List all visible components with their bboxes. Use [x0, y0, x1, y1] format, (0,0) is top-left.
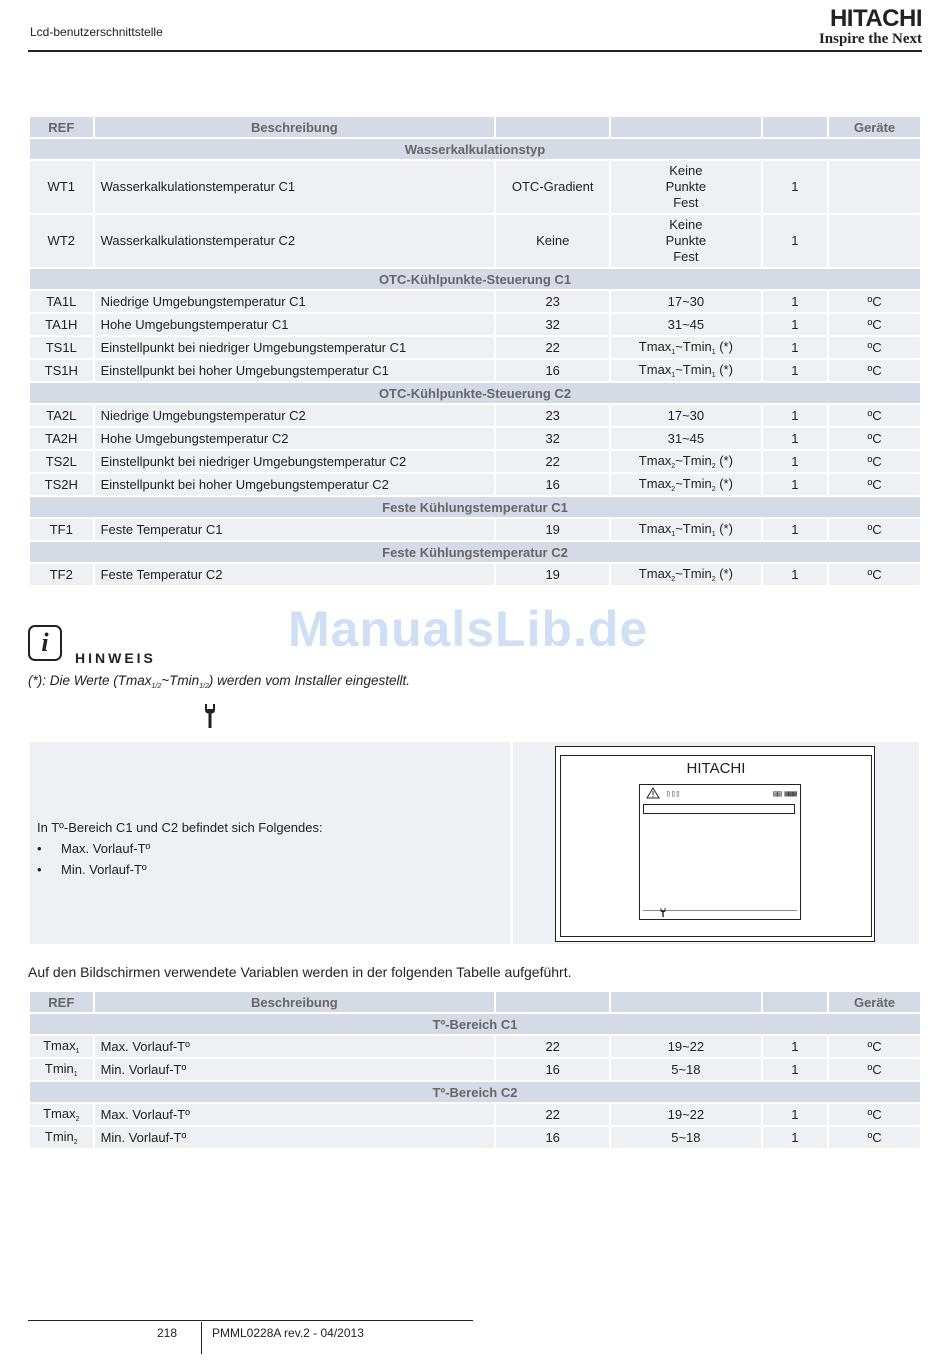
cell-step: 1	[763, 291, 828, 312]
device-illustration-panel	[513, 742, 919, 944]
ref-text: Tmax	[43, 1106, 76, 1121]
wrench-icon	[203, 703, 217, 732]
ref-sub: 1	[73, 1071, 78, 1078]
range-sub: 1	[671, 349, 676, 356]
table-row	[30, 1036, 920, 1057]
cell-ref: TS2H	[30, 474, 93, 495]
note-part: (*): Die Werte (Tmax	[28, 673, 152, 688]
table-row	[30, 1127, 920, 1148]
section-title: OTC-Kühlpunkte-Steuerung C2	[30, 383, 920, 403]
range-part: (*)	[715, 521, 733, 536]
ref-sub: 2	[73, 1139, 78, 1146]
cell-desc: Niedrige Umgebungstemperatur C2	[95, 405, 495, 426]
range-part: ~Tmin	[675, 521, 712, 536]
range-sub: 2	[711, 463, 716, 470]
cell-range: 19~22	[611, 1104, 760, 1125]
note-title: HINWEIS	[75, 650, 156, 666]
col-default	[496, 117, 609, 137]
note-part: ~Tmin	[161, 673, 200, 688]
cell-default: OTC-Gradient	[496, 161, 609, 213]
cell-step: 1	[763, 519, 828, 540]
cell-step: 1	[763, 314, 828, 335]
range-part: ~Tmin	[675, 476, 712, 491]
cell-step: 1	[763, 1127, 828, 1148]
range-part: ~Tmin	[675, 362, 712, 377]
range-sub: 1	[671, 372, 676, 379]
wrench-small-icon	[660, 908, 666, 919]
cell-desc: Hohe Umgebungstemperatur C1	[95, 314, 495, 335]
device-brand: HITACHI	[686, 760, 746, 777]
cell-default: 16	[496, 360, 609, 381]
table-row	[30, 161, 920, 213]
ref-sub: 2	[75, 1116, 80, 1123]
footer-separator	[201, 1322, 202, 1354]
section-row	[30, 542, 920, 562]
cell-range	[611, 360, 760, 381]
panel-text	[37, 817, 323, 880]
note-sub: 1/2	[199, 683, 209, 690]
cell-desc: Einstellpunkt bei hoher Umgebungstemperatur C1	[95, 360, 495, 381]
cell-default: 19	[496, 564, 609, 585]
note-sub: 1/2	[151, 683, 162, 690]
range-line: Keine	[669, 163, 703, 178]
range-sub: 1	[711, 372, 716, 379]
range-part: Tmax	[638, 566, 672, 581]
col-range	[611, 992, 760, 1012]
col-step	[763, 117, 828, 137]
cell-step: 1	[763, 1059, 828, 1080]
cell-ref: TF2	[30, 564, 93, 585]
cell-ref	[30, 1127, 93, 1148]
section-row	[30, 497, 920, 517]
table-header-row	[30, 992, 920, 1012]
cell-unit: ºC	[829, 1036, 920, 1057]
cell-step: 1	[763, 337, 828, 358]
range-part: Tmax	[638, 521, 672, 536]
section-row	[30, 1082, 920, 1102]
table-header-row	[30, 117, 920, 137]
range-part: Tmax	[638, 453, 672, 468]
range-part: (*)	[715, 362, 733, 377]
screen-bar	[643, 804, 795, 814]
cell-range	[611, 519, 760, 540]
cell-default: 16	[496, 474, 609, 495]
tagline-text: Inspire the Next	[818, 31, 922, 47]
section-title: OTC-Kühlpunkte-Steuerung C1	[30, 269, 920, 289]
section-row	[30, 139, 920, 159]
cell-desc: Feste Temperatur C1	[95, 519, 495, 540]
range-line: Punkte	[665, 179, 707, 194]
section-title: Feste Kühlungstemperatur C1	[30, 497, 920, 517]
cell-unit: ºC	[829, 337, 920, 358]
watermark: ManualsLib.de	[288, 601, 649, 657]
cell-desc: Hohe Umgebungstemperatur C2	[95, 428, 495, 449]
section-title: Tº-Bereich C2	[30, 1082, 920, 1102]
device-frame	[560, 755, 872, 937]
cell-unit: ºC	[829, 360, 920, 381]
table-row	[30, 451, 920, 472]
cell-unit: ºC	[829, 519, 920, 540]
cell-unit: ºC	[829, 1104, 920, 1125]
cell-default: 22	[496, 337, 609, 358]
table-row	[30, 519, 920, 540]
info-icon: i	[28, 625, 62, 661]
cell-unit: ºC	[829, 405, 920, 426]
cell-ref: TA2H	[30, 428, 93, 449]
cell-range: 19~22	[611, 1036, 760, 1057]
cell-desc: Einstellpunkt bei niedriger Umgebungstemperatur C2	[95, 451, 495, 472]
range-line: Fest	[673, 249, 699, 264]
section-row	[30, 269, 920, 289]
hitachi-logo	[819, 6, 922, 46]
ref-text: Tmax	[43, 1038, 76, 1053]
range-part: Tmax	[638, 476, 672, 491]
range-sub: 2	[671, 486, 676, 493]
cell-desc: Einstellpunkt bei niedriger Umgebungstemperatur C1	[95, 337, 495, 358]
cell-unit: ºC	[829, 428, 920, 449]
cell-ref	[30, 1036, 93, 1057]
col-range	[611, 117, 760, 137]
cell-ref: WT2	[30, 215, 93, 267]
section-title: Tº-Bereich C1	[30, 1014, 920, 1034]
table-row	[30, 337, 920, 358]
header-divider	[28, 50, 922, 52]
table-intro-text: Auf den Bildschirmen verwendete Variablen werden in der folgenden Tabelle aufgeführt.	[28, 964, 572, 980]
cell-ref: TS1L	[30, 337, 93, 358]
col-ref: REF	[30, 117, 93, 137]
cell-default: 23	[496, 405, 609, 426]
cell-range: 31~45	[611, 314, 760, 335]
clock-segments-icon: ▤▤ ▦▦▦	[773, 789, 796, 798]
cell-ref: TA1L	[30, 291, 93, 312]
lcd-screen	[639, 784, 801, 920]
cell-default: 22	[496, 1036, 609, 1057]
cell-default: 23	[496, 291, 609, 312]
section-row	[30, 1014, 920, 1034]
cell-ref	[30, 1104, 93, 1125]
table-row	[30, 1059, 920, 1080]
range-sub: 1	[711, 349, 716, 356]
cell-ref: TS1H	[30, 360, 93, 381]
range-part: ~Tmin	[675, 453, 712, 468]
table-row	[30, 360, 920, 381]
range-part: ~Tmin	[675, 339, 712, 354]
section-title: Wasserkalkulationstyp	[30, 139, 920, 159]
document-reference: PMML0228A rev.2 - 04/2013	[212, 1326, 364, 1340]
footer-divider	[28, 1320, 473, 1321]
description-panel	[30, 742, 510, 944]
cell-default: 19	[496, 519, 609, 540]
range-part: Tmax	[638, 362, 672, 377]
cell-step: 1	[763, 474, 828, 495]
cell-default: 32	[496, 314, 609, 335]
bullet-list	[37, 838, 323, 880]
variables-table	[28, 990, 922, 1150]
ref-text: Tmin	[44, 1061, 74, 1076]
list-item: • Min. Vorlauf-Tº	[37, 859, 323, 880]
cell-range	[611, 161, 760, 213]
range-line: Fest	[673, 195, 699, 210]
range-sub: 1	[711, 531, 716, 538]
controller-device	[555, 746, 875, 942]
table-row	[30, 405, 920, 426]
cell-unit: ºC	[829, 564, 920, 585]
col-ref: REF	[30, 992, 93, 1012]
status-segments-icon: ▯▯▯	[666, 789, 681, 798]
range-part: (*)	[715, 566, 733, 581]
cell-desc: Wasserkalkulationstemperatur C2	[95, 215, 495, 267]
range-sub: 2	[671, 576, 676, 583]
ref-text: Tmin	[44, 1129, 74, 1144]
cell-range	[611, 215, 760, 267]
cell-ref: TA2L	[30, 405, 93, 426]
cell-desc: Min. Vorlauf-Tº	[95, 1059, 495, 1080]
panel-intro: In Tº-Bereich C1 und C2 befindet sich Folgendes:	[37, 820, 323, 835]
cell-range: 5~18	[611, 1127, 760, 1148]
range-part: (*)	[715, 453, 733, 468]
page-header-title: Lcd-benutzerschnittstelle	[30, 25, 163, 39]
section-row	[30, 383, 920, 403]
cell-desc: Max. Vorlauf-Tº	[95, 1104, 495, 1125]
note-part: ) werden vom Installer eingestellt.	[208, 673, 410, 688]
cell-ref	[30, 1059, 93, 1080]
section-title: Feste Kühlungstemperatur C2	[30, 542, 920, 562]
table-row	[30, 564, 920, 585]
screen-divider	[643, 910, 797, 911]
ref-sub: 1	[75, 1048, 80, 1055]
cell-ref: TS2L	[30, 451, 93, 472]
range-line: Punkte	[665, 233, 707, 248]
cell-unit: ºC	[829, 474, 920, 495]
cell-range	[611, 564, 760, 585]
range-sub: 2	[711, 576, 716, 583]
table-row	[30, 474, 920, 495]
cell-unit: ºC	[829, 291, 920, 312]
range-part: Tmax	[638, 339, 672, 354]
cell-step: 1	[763, 360, 828, 381]
cell-step: 1	[763, 564, 828, 585]
cell-desc: Wasserkalkulationstemperatur C1	[95, 161, 495, 213]
cell-unit: ºC	[829, 451, 920, 472]
col-units: Geräte	[829, 117, 920, 137]
range-sub: 1	[671, 531, 676, 538]
cell-step: 1	[763, 215, 828, 267]
cell-ref: WT1	[30, 161, 93, 213]
warning-icon	[646, 787, 660, 802]
cell-default: 16	[496, 1059, 609, 1080]
range-line: Keine	[669, 217, 703, 232]
col-default	[496, 992, 609, 1012]
col-step	[763, 992, 828, 1012]
cell-step: 1	[763, 428, 828, 449]
cell-default: 32	[496, 428, 609, 449]
col-description: Beschreibung	[95, 117, 495, 137]
note-text	[28, 673, 410, 690]
cell-ref: TA1H	[30, 314, 93, 335]
table-row	[30, 291, 920, 312]
cell-default: 22	[496, 1104, 609, 1125]
cell-range: 31~45	[611, 428, 760, 449]
settings-table	[28, 115, 922, 587]
cell-default: Keine	[496, 215, 609, 267]
cell-desc: Max. Vorlauf-Tº	[95, 1036, 495, 1057]
cell-desc: Einstellpunkt bei hoher Umgebungstemperatur C2	[95, 474, 495, 495]
cell-range: 5~18	[611, 1059, 760, 1080]
table-row	[30, 428, 920, 449]
cell-default: 16	[496, 1127, 609, 1148]
cell-unit	[829, 215, 920, 267]
cell-range	[611, 451, 760, 472]
col-units: Geräte	[829, 992, 920, 1012]
table-row	[30, 1104, 920, 1125]
cell-range: 17~30	[611, 291, 760, 312]
table-row	[30, 215, 920, 267]
cell-range	[611, 337, 760, 358]
cell-step: 1	[763, 1036, 828, 1057]
page-number: 218	[157, 1326, 178, 1340]
cell-range	[611, 474, 760, 495]
cell-unit: ºC	[829, 314, 920, 335]
cell-desc: Niedrige Umgebungstemperatur C1	[95, 291, 495, 312]
cell-step: 1	[763, 161, 828, 213]
cell-step: 1	[763, 451, 828, 472]
cell-unit	[829, 161, 920, 213]
cell-ref: TF1	[30, 519, 93, 540]
cell-unit: ºC	[829, 1127, 920, 1148]
table-row	[30, 314, 920, 335]
cell-unit: ºC	[829, 1059, 920, 1080]
logo-brand: HITACHI	[829, 5, 922, 32]
list-item: • Max. Vorlauf-Tº	[37, 838, 323, 859]
range-part: (*)	[715, 339, 733, 354]
cell-default: 22	[496, 451, 609, 472]
col-description: Beschreibung	[95, 992, 495, 1012]
cell-desc: Min. Vorlauf-Tº	[95, 1127, 495, 1148]
logo-tagline	[819, 32, 922, 46]
cell-step: 1	[763, 405, 828, 426]
range-sub: 2	[671, 463, 676, 470]
cell-desc: Feste Temperatur C2	[95, 564, 495, 585]
cell-step: 1	[763, 1104, 828, 1125]
range-part: (*)	[715, 476, 733, 491]
cell-range: 17~30	[611, 405, 760, 426]
range-sub: 2	[711, 486, 716, 493]
range-part: ~Tmin	[675, 566, 712, 581]
